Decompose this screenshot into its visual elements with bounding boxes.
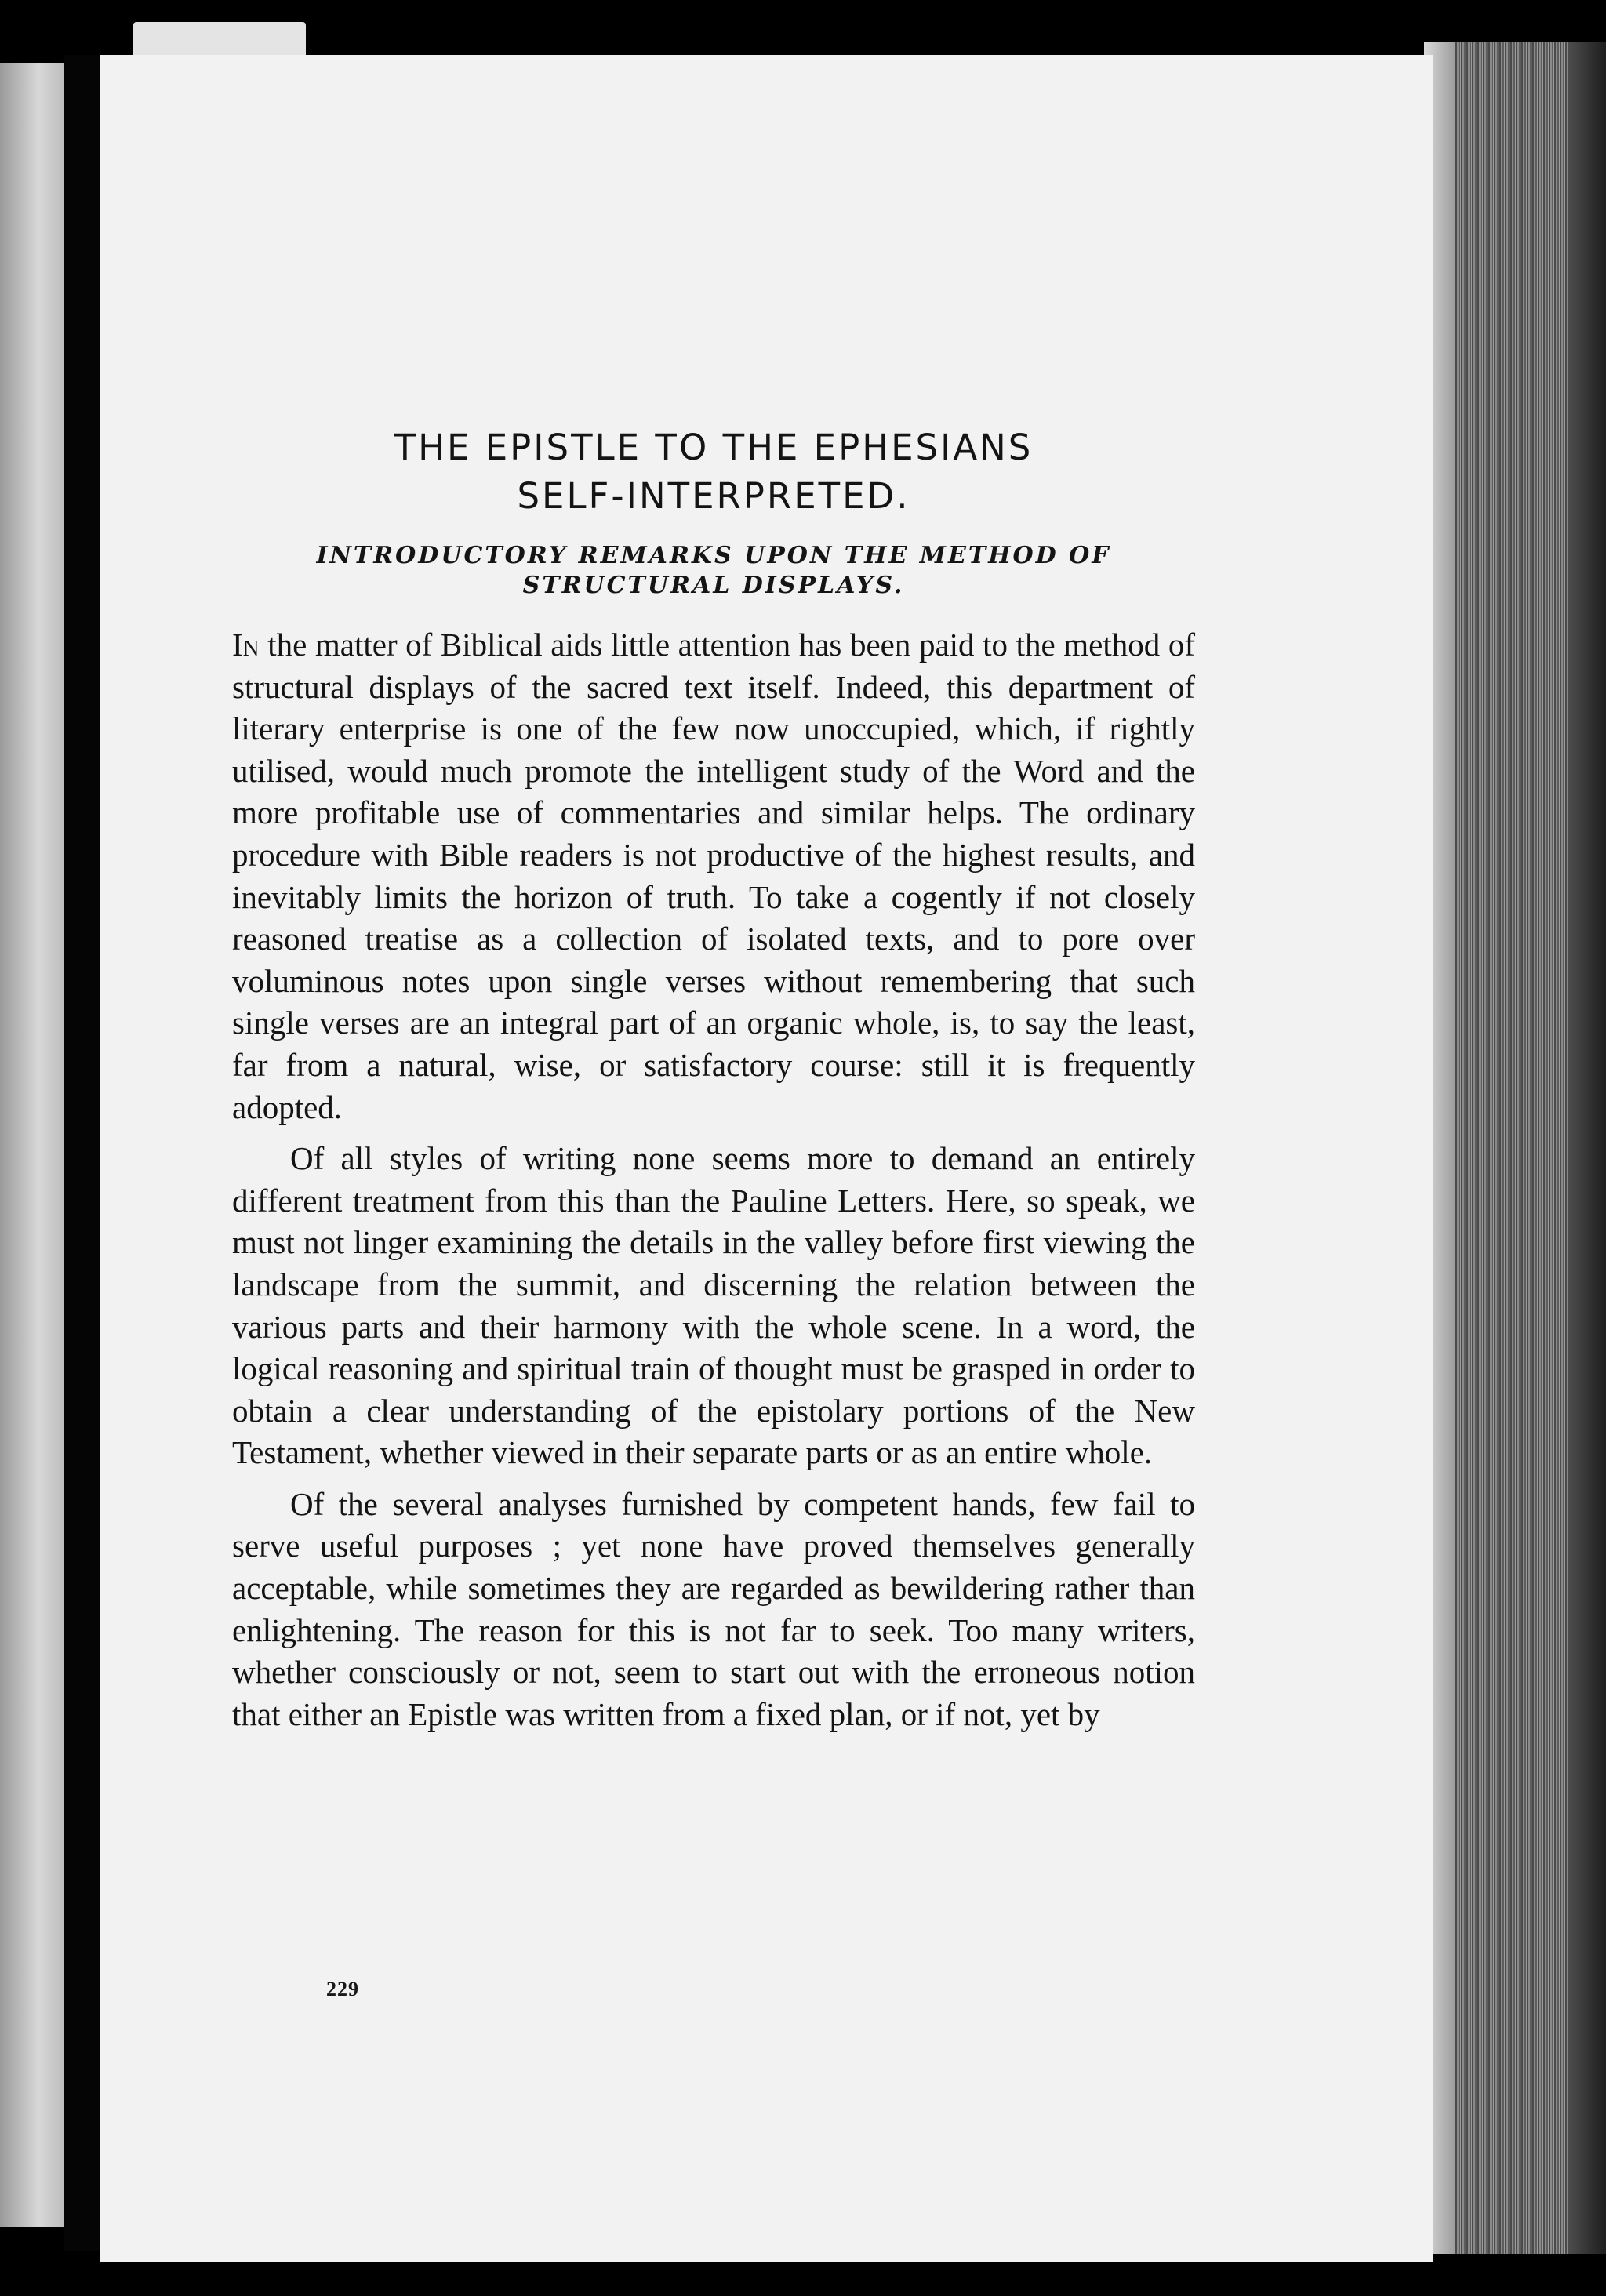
chapter-title-line: SELF-INTERPRETED. [517,475,910,517]
section-subtitle-line: INTRODUCTORY REMARKS UPON THE METHOD OF [316,542,1111,569]
body-paragraph [232,624,1195,1128]
chapter-title [232,423,1195,521]
page-edges-shadow [1568,42,1606,2254]
section-subtitle [232,541,1195,601]
opening-word: In [232,627,260,663]
body-paragraph: Of all styles of writing none seems more to demand an entirely different treatment from this than the Pauline Letters. Here, so speak, we must not linger examining the details in the valley before first viewing the landscape from the summit, and discerning the relation between the various parts and their harmony with the whole scene. In a word, the logical reasoning and spiritual train of thought must be grasped in order to obtain a clear understanding of the epistolary portions of the New Testament, whether viewed in their separate parts or as an entire whole. [232,1140,1195,1471]
paragraph-text: the matter of Biblical aids little attention has been paid to the method of structural displays of the sacred text itself. Indeed, this department of literary enterprise is one of the few now unoccupied, which, if rightly utilised, would much promote the intelligent study of the Word and the more profitable use of commentaries and similar helps. The ordinary procedure with Bible readers is not productive of the highest results, and inevitably limits the horizon of truth. To take a cogently if not closely reasoned treatise as a collection of isolated texts, and to pore over voluminous notes upon single verses without remembering that such single verses are an integral part of an organic whole, is, to say the least, far from a natural, wise, or satisfactory course: still it is frequently adopted. [232,627,1195,1125]
body-paragraph: Of the several analyses furnished by competent hands, few fail to serve useful purposes ; yet none have proved themselves generally acceptable, while sometimes they are regarded as bewildering rather than enlightening. The reason for this is not far to seek. Too many writers, whether consciously or not, seem to start out with the erroneous notion that either an Epistle was written from a fixed plan, or if not, yet by [232,1485,1195,1732]
book-gutter [64,55,100,2251]
chapter-title-line: THE EPISTLE TO THE EPHESIANS [394,427,1034,468]
section-subtitle-line: STRUCTURAL DISPLAYS. [522,572,905,599]
page-content [232,423,1195,1745]
page-number: 229 [326,1978,359,2000]
left-page-edge [0,63,64,2227]
